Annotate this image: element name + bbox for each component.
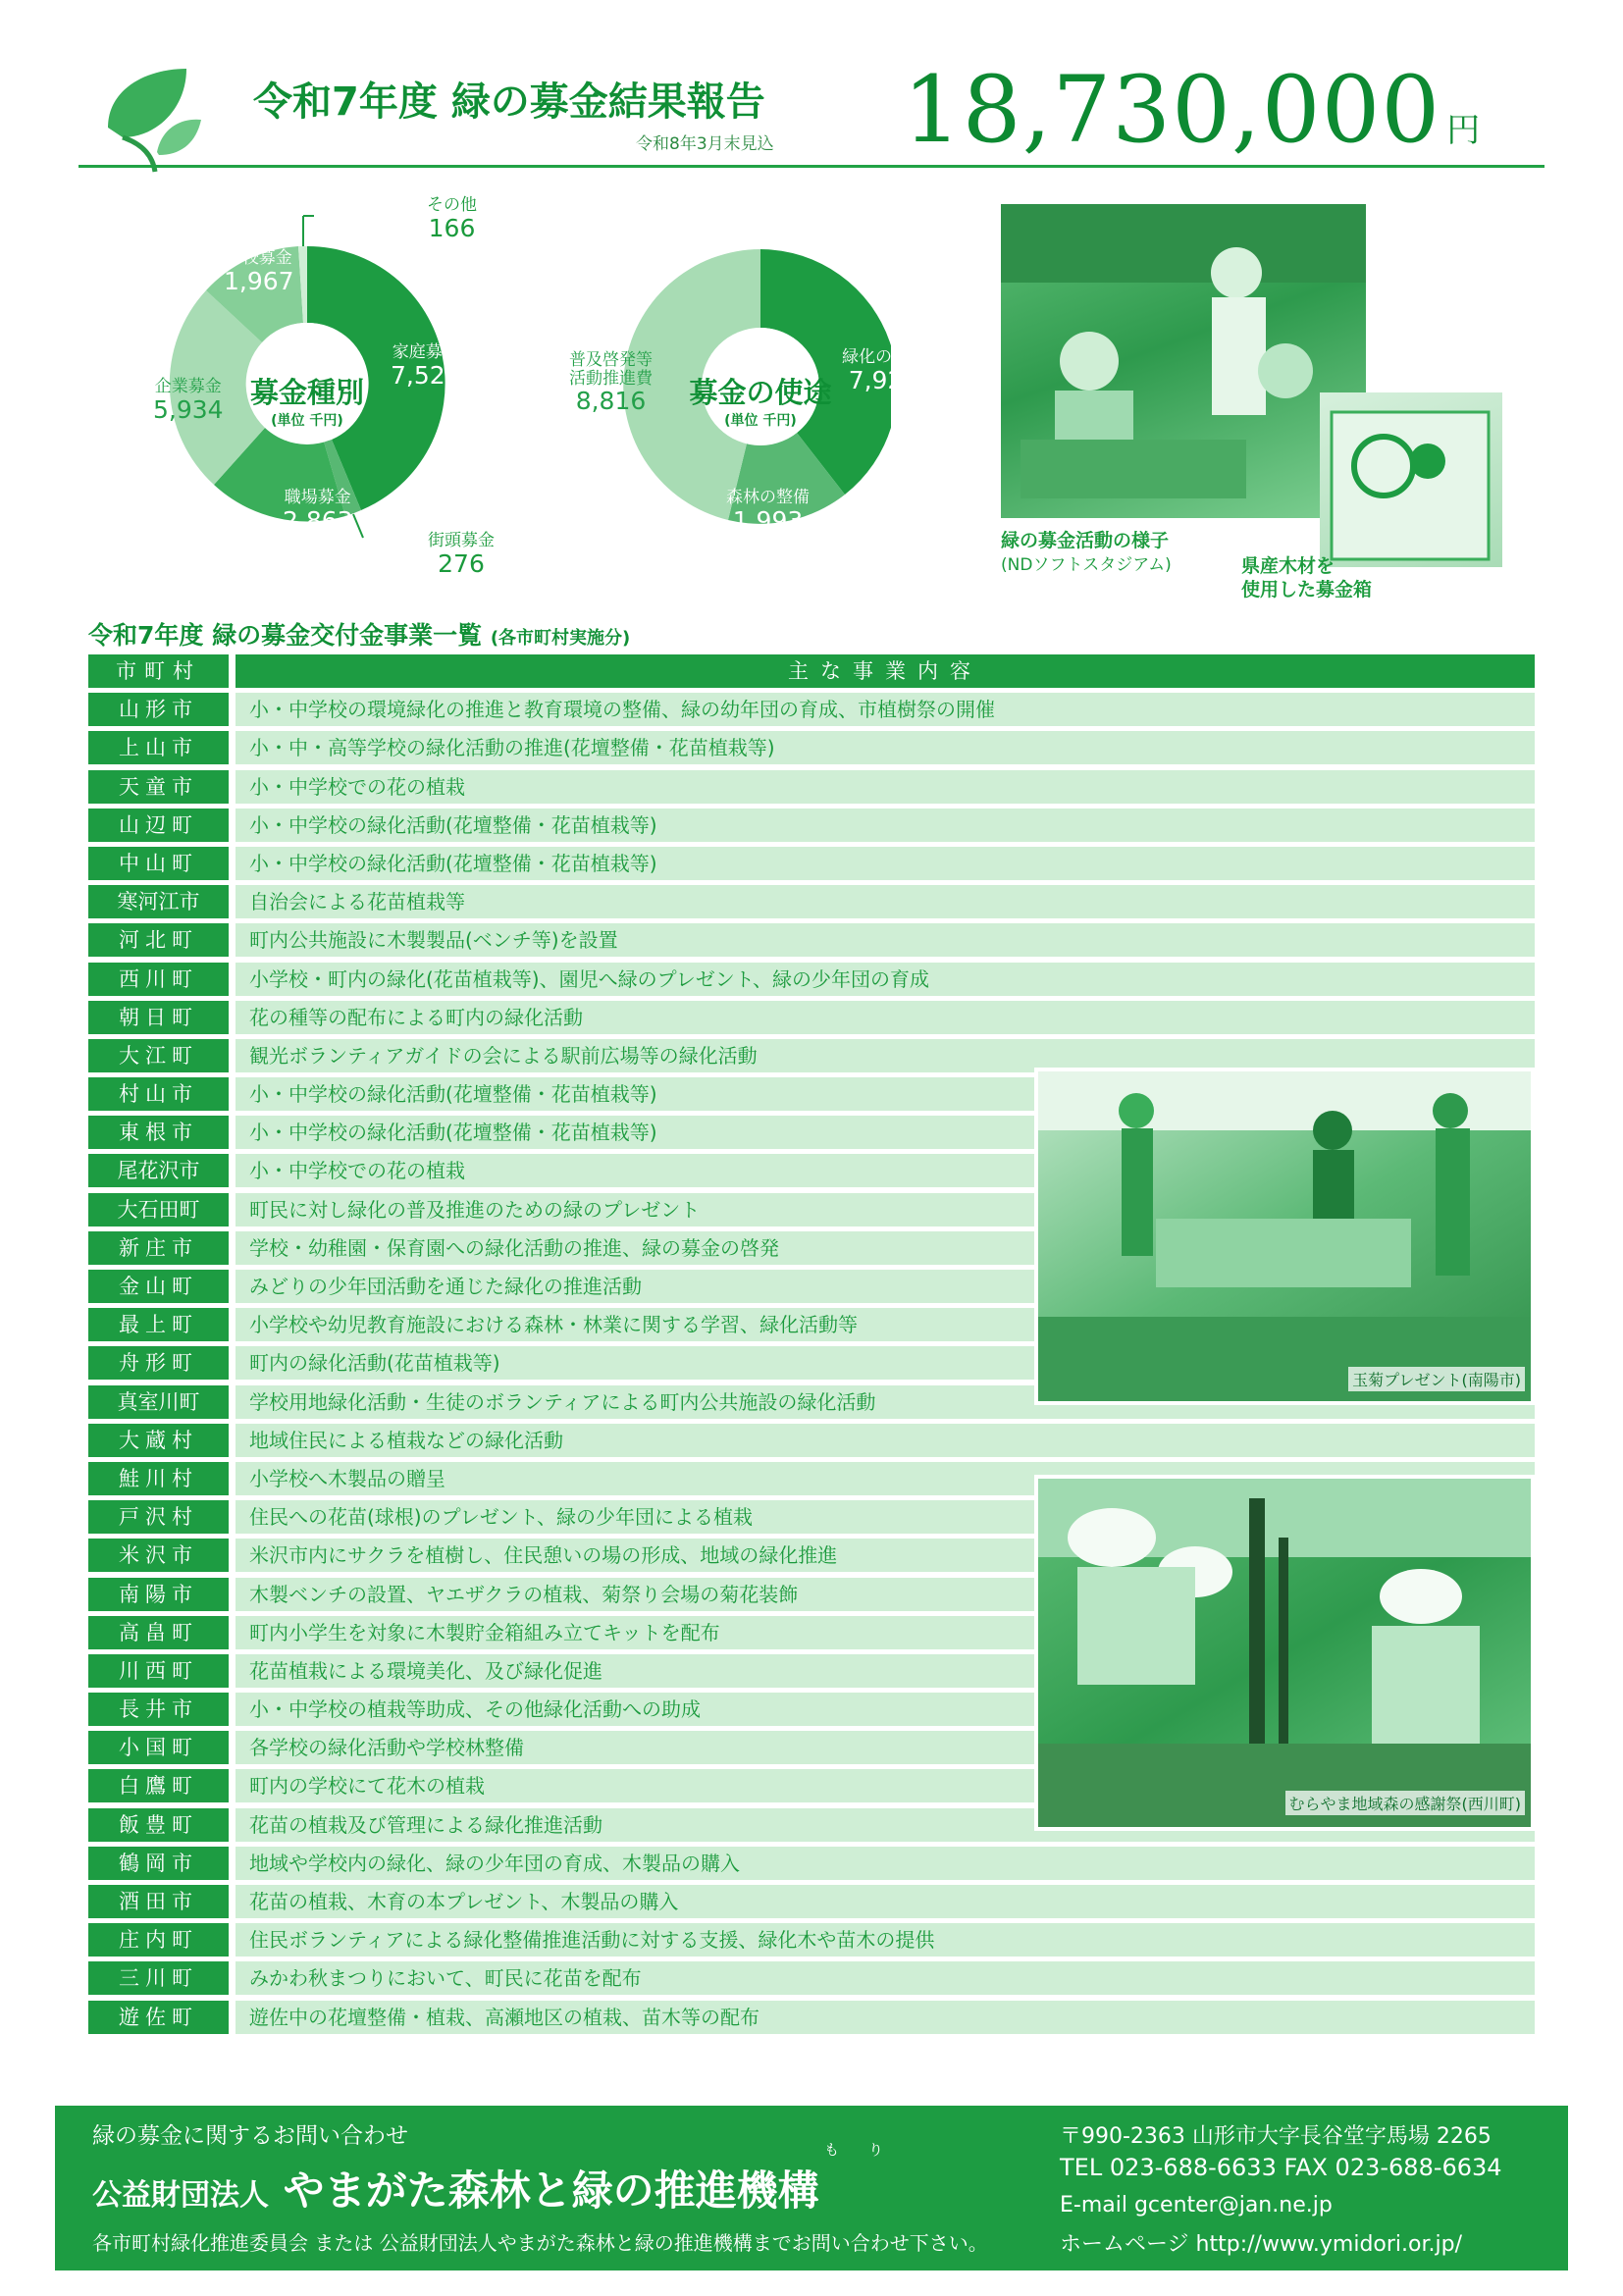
row-municipality: 米沢市 <box>88 1539 229 1572</box>
row-municipality: 高畠町 <box>88 1616 229 1649</box>
row-municipality: 鮭川村 <box>88 1462 229 1495</box>
footer-ruby: もり <box>824 2141 914 2159</box>
row-municipality: 金山町 <box>88 1270 229 1303</box>
header-muni: 市町村 <box>88 654 229 688</box>
row-content: 学校・幼稚園・保育園への緑化活動の推進、緑の募金の啓発 <box>236 1231 1535 1265</box>
row-municipality: 鶴岡市 <box>88 1847 229 1880</box>
caption-p2: 県産木材を 使用した募金箱 <box>1241 555 1373 600</box>
row-content: 町内公共施設に木製製品(ベンチ等)を設置 <box>236 923 1535 957</box>
row-content: 木製ベンチの設置、ヤエザクラの植栽、菊祭り会場の菊花装飾 <box>236 1578 1535 1611</box>
row-content: 花の種等の配布による町内の緑化活動 <box>236 1001 1535 1034</box>
seg-company: 企業募金 5,934 <box>153 377 224 424</box>
row-municipality: 朝日町 <box>88 1001 229 1034</box>
row-content: 町内の学校にて花木の植栽 <box>236 1769 1535 1802</box>
row-municipality: 三川町 <box>88 1961 229 1995</box>
table-row <box>88 691 1535 729</box>
total-amount-unit: 円 <box>1446 111 1482 150</box>
footer-homepage[interactable]: ホームページ http://www.ymidori.or.jp/ <box>1060 2232 1463 2257</box>
row-content: 各学校の緑化活動や学校林整備 <box>236 1731 1535 1764</box>
section-title: 令和7年度 緑の募金交付金事業一覧 (各市町村実施分) <box>88 621 631 650</box>
row-content: 町民に対し緑化の普及推進のための緑のプレゼント <box>236 1193 1535 1226</box>
total-amount-value: 18,730,000 <box>903 57 1441 164</box>
table-row <box>88 1883 1535 1921</box>
photo-donation-box <box>1320 392 1502 567</box>
total-amount <box>903 57 1481 164</box>
row-municipality: 戸沢村 <box>88 1500 229 1534</box>
table-row <box>88 768 1535 807</box>
row-content: 小・中学校での花の植栽 <box>236 770 1535 804</box>
row-content: 花苗植栽による環境美化、及び緑化促進 <box>236 1654 1535 1688</box>
row-content: 米沢市内にサクラを植樹し、住民憩いの場の形成、地域の緑化推進 <box>236 1539 1535 1572</box>
row-municipality: 山形市 <box>88 693 229 726</box>
donut-uses-unit: (単位 千円) <box>724 413 797 429</box>
row-content: 小・中学校の緑化活動(花壇整備・花苗植栽等) <box>236 847 1535 880</box>
row-content: 小・中学校での花の植栽 <box>236 1154 1535 1187</box>
table-row <box>88 883 1535 921</box>
row-municipality: 庄内町 <box>88 1923 229 1957</box>
row-content: みかわ秋まつりにおいて、町民に花苗を配布 <box>236 1961 1535 1995</box>
row-municipality: 飯豊町 <box>88 1808 229 1842</box>
row-municipality: 酒田市 <box>88 1885 229 1918</box>
row-content: 観光ボランティアガイドの会による駅前広場等の緑化活動 <box>236 1039 1535 1072</box>
row-content: 小・中学校の緑化活動(花壇整備・花苗植栽等) <box>236 809 1535 842</box>
row-municipality: 長井市 <box>88 1693 229 1726</box>
row-content: 自治会による花苗植栽等 <box>236 885 1535 918</box>
seg-workplace: 職場募金 2,863 <box>283 488 353 535</box>
row-municipality: 遊佐町 <box>88 2001 229 2034</box>
row-municipality: 大江町 <box>88 1039 229 1072</box>
seg-other: その他 166 <box>427 195 477 242</box>
table-row <box>88 1959 1535 1998</box>
row-municipality: 山辺町 <box>88 809 229 842</box>
row-municipality: 新庄市 <box>88 1231 229 1265</box>
row-content: 地域住民による植栽などの緑化活動 <box>236 1424 1535 1457</box>
report-note: 令和8年3月末見込 <box>636 134 774 154</box>
table-row <box>88 961 1535 999</box>
row-municipality: 川西町 <box>88 1654 229 1688</box>
footer-inquiry: 緑の募金に関するお問い合わせ <box>92 2123 408 2149</box>
caption-p3: 玉菊プレゼント(南陽市) <box>1348 1367 1525 1391</box>
table-row <box>88 999 1535 1037</box>
row-content: 遊佐中の花壇整備・植栽、高瀬地区の植栽、苗木等の配布 <box>236 2001 1535 2034</box>
row-content: みどりの少年団活動を通じた緑化の推進活動 <box>236 1270 1535 1303</box>
row-municipality: 村山市 <box>88 1077 229 1111</box>
row-municipality: 大石田町 <box>88 1193 229 1226</box>
row-municipality: 小国町 <box>88 1731 229 1764</box>
row-municipality: 大蔵村 <box>88 1424 229 1457</box>
row-content: 花苗の植栽及び管理による緑化推進活動 <box>236 1808 1535 1842</box>
row-municipality: 舟形町 <box>88 1346 229 1380</box>
caption-p4: むらやま地域森の感謝祭(西川町) <box>1285 1791 1526 1815</box>
seg-awareness: 普及啓発等 活動推進費 8,816 <box>569 350 653 416</box>
row-municipality: 寒河江市 <box>88 885 229 918</box>
table-row <box>88 1845 1535 1883</box>
row-municipality: 尾花沢市 <box>88 1154 229 1187</box>
row-content: 地域や学校内の緑化、緑の少年団の育成、木製品の購入 <box>236 1847 1535 1880</box>
row-content: 住民ボランティアによる緑化整備推進活動に対する支援、緑化木や苗木の提供 <box>236 1923 1535 1957</box>
row-municipality: 上山市 <box>88 731 229 764</box>
seg-forest: 森林の整備 1,993 <box>726 488 810 535</box>
donut-types-unit: (単位 千円) <box>271 413 343 429</box>
row-content: 小学校・町内の緑化(花苗植栽等)、園児へ緑のプレゼント、緑の少年団の育成 <box>236 963 1535 996</box>
caption-p1: 緑の募金活動の様子 (NDソフトスタジアム) <box>1001 530 1172 575</box>
row-content: 小・中学校の環境緑化の推進と教育環境の整備、緑の幼年団の育成、市植樹祭の開催 <box>236 693 1535 726</box>
row-municipality: 西川町 <box>88 963 229 996</box>
row-content: 住民への花苗(球根)のプレゼント、緑の少年団による植栽 <box>236 1500 1535 1534</box>
row-content: 小・中学校の緑化活動(花壇整備・花苗植栽等) <box>236 1116 1535 1149</box>
footer-address: 〒990-2363 山形市大字長谷堂字馬場 2265 <box>1060 2124 1492 2149</box>
header-divider <box>79 165 1544 168</box>
table-row <box>88 845 1535 883</box>
seg-street: 街頭募金 276 <box>428 531 495 578</box>
row-content: 小学校へ木製品の贈呈 <box>236 1462 1535 1495</box>
table-row <box>88 807 1535 845</box>
row-municipality: 南陽市 <box>88 1578 229 1611</box>
row-content: 町内小学生を対象に木製貯金箱組み立てキットを配布 <box>236 1616 1535 1649</box>
seg-greening: 緑化の推進 7,921 <box>842 347 925 394</box>
table-row <box>88 1422 1535 1460</box>
row-content: 小・中学校の緑化活動(花壇整備・花苗植栽等) <box>236 1077 1535 1111</box>
row-municipality: 天童市 <box>88 770 229 804</box>
row-content: 花苗の植栽、木育の本プレゼント、木製品の購入 <box>236 1885 1535 1918</box>
photo-forest-festival <box>1034 1475 1535 1831</box>
donut-types-title: 募金種別 <box>249 376 364 409</box>
row-content: 小・中学校の植栽等助成、その他緑化活動への助成 <box>236 1693 1535 1726</box>
row-municipality: 白鷹町 <box>88 1769 229 1802</box>
footer-tel-fax: TEL 023-688-6633 FAX 023-688-6634 <box>1060 2154 1502 2181</box>
row-municipality: 真室川町 <box>88 1385 229 1419</box>
photo-chrysanthemum <box>1034 1068 1535 1405</box>
row-municipality: 河北町 <box>88 923 229 957</box>
row-content: 小・中・高等学校の緑化活動の推進(花壇整備・花苗植栽等) <box>236 731 1535 764</box>
row-municipality: 中山町 <box>88 847 229 880</box>
row-content: 小学校や幼児教育施設における森林・林業に関する学習、緑化活動等 <box>236 1308 1535 1341</box>
table-header <box>88 652 1535 691</box>
photo-fundraising <box>1001 204 1366 518</box>
footer-note: 各市町村緑化推進委員会 または 公益財団法人やまがた森林と緑の推進機構までお問い合わせ下さい。 <box>92 2231 988 2255</box>
table-row <box>88 1999 1535 2037</box>
row-content: 学校用地緑化活動・生徒のボランティアによる町内公共施設の緑化活動 <box>236 1385 1535 1419</box>
seg-school: 学校募金 1,967 <box>224 248 294 295</box>
donut-uses-title: 募金の使途 <box>689 376 832 409</box>
report-title: 令和7年度 緑の募金結果報告 <box>253 79 765 125</box>
row-content: 町内の緑化活動(花苗植栽等) <box>236 1346 1535 1380</box>
footer-email[interactable]: E-mail gcenter@jan.ne.jp <box>1060 2193 1333 2218</box>
header-content: 主な事業内容 <box>236 654 1535 688</box>
table-row <box>88 921 1535 960</box>
footer-org: 公益財団法人 やまがた森林と緑の推進機構 <box>92 2166 819 2215</box>
seg-home: 家庭募金 7,524 <box>391 342 461 390</box>
row-municipality: 最上町 <box>88 1308 229 1341</box>
table-row <box>88 729 1535 767</box>
row-municipality: 東根市 <box>88 1116 229 1149</box>
leaf-logo-icon <box>98 59 206 177</box>
table-row <box>88 1921 1535 1959</box>
